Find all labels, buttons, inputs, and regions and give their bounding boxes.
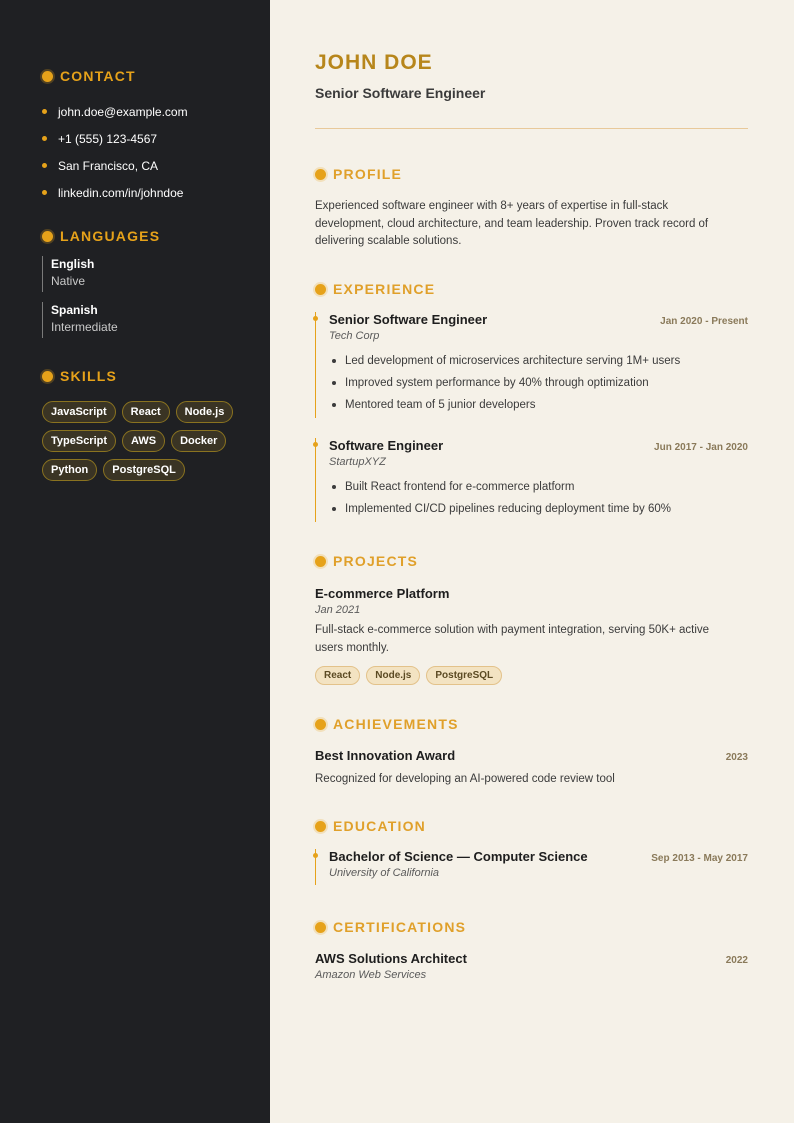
language-item xyxy=(42,302,242,338)
timeline-dot-icon xyxy=(313,853,318,858)
skills-heading xyxy=(42,366,242,386)
achievement-title: Best Innovation Award xyxy=(315,748,456,763)
candidate-role: Senior Software Engineer xyxy=(315,85,486,101)
achievements-heading-label: ACHIEVEMENTS xyxy=(333,716,459,732)
education-item xyxy=(315,849,748,885)
section-dot-icon xyxy=(42,371,53,382)
job-bullet: Led development of microservices architecture serving 1M+ users xyxy=(329,350,748,372)
section-dot-icon xyxy=(42,231,53,242)
job-date: Jan 2020 - Present xyxy=(660,316,748,327)
certifications-heading xyxy=(315,918,466,936)
section-dot-icon xyxy=(42,71,53,82)
contact-section xyxy=(42,66,242,206)
contact-list xyxy=(42,98,242,206)
skill-tag: JavaScript xyxy=(42,401,116,423)
language-name: English xyxy=(51,257,95,271)
skill-tag: AWS xyxy=(122,430,165,452)
job-bullet: Mentored team of 5 junior developers xyxy=(329,394,748,416)
contact-heading xyxy=(42,66,242,86)
bullet-icon xyxy=(42,190,47,195)
experience-item xyxy=(315,312,748,418)
skills-heading-label: SKILLS xyxy=(60,368,117,384)
job-bullets xyxy=(329,476,748,520)
job-bullet: Improved system performance by 40% through optimization xyxy=(329,372,748,394)
certification-title: AWS Solutions Architect xyxy=(315,951,467,966)
experience-heading-label: EXPERIENCE xyxy=(333,281,436,297)
skill-tag: TypeScript xyxy=(42,430,116,452)
skills-list xyxy=(42,401,242,488)
achievements-heading xyxy=(315,715,459,733)
language-name: Spanish xyxy=(51,303,98,317)
contact-linkedin-text: linkedin.com/in/johndoe xyxy=(58,185,184,200)
tech-tag: React xyxy=(315,666,360,685)
certification-issuer: Amazon Web Services xyxy=(315,969,427,981)
project-tech-list xyxy=(315,666,748,685)
bullet-icon xyxy=(42,163,47,168)
contact-email-text: john.doe@example.com xyxy=(58,104,188,119)
timeline-dot-icon xyxy=(313,316,318,321)
project-date: Jan 2021 xyxy=(315,604,361,616)
education-heading-label: EDUCATION xyxy=(333,818,426,834)
language-item xyxy=(42,256,242,292)
skills-section xyxy=(42,366,242,488)
job-bullets xyxy=(329,350,748,416)
achievement-description: Recognized for developing an AI-powered code review tool xyxy=(315,773,615,785)
languages-heading-label: LANGUAGES xyxy=(60,228,161,244)
section-dot-icon xyxy=(315,719,326,730)
header-divider xyxy=(315,128,748,129)
profile-heading xyxy=(315,165,402,183)
job-company: StartupXYZ xyxy=(329,456,386,468)
job-bullet: Built React frontend for e-commerce platform xyxy=(329,476,748,498)
school-name: University of California xyxy=(329,867,440,879)
languages-heading xyxy=(42,226,242,246)
language-level: Intermediate xyxy=(51,320,118,334)
skill-tag: Python xyxy=(42,459,97,481)
education-date: Sep 2013 - May 2017 xyxy=(651,853,748,864)
contact-heading-label: CONTACT xyxy=(60,68,136,84)
section-dot-icon xyxy=(315,821,326,832)
job-bullet: Implemented CI/CD pipelines reducing deployment time by 60% xyxy=(329,498,748,520)
sidebar xyxy=(0,0,270,1123)
achievement-year: 2023 xyxy=(725,752,748,763)
experience-item xyxy=(315,438,748,522)
section-dot-icon xyxy=(315,169,326,180)
project-item xyxy=(315,586,748,685)
contact-email[interactable] xyxy=(42,98,242,125)
section-dot-icon xyxy=(315,556,326,567)
job-title: Software Engineer xyxy=(329,438,444,453)
contact-phone-text: +1 (555) 123-4567 xyxy=(58,131,158,146)
tech-tag: Node.js xyxy=(366,666,420,685)
tech-tag: PostgreSQL xyxy=(426,666,502,685)
job-date: Jun 2017 - Jan 2020 xyxy=(654,442,748,453)
skill-tag: Docker xyxy=(171,430,226,452)
skill-tag: PostgreSQL xyxy=(103,459,185,481)
projects-heading-label: PROJECTS xyxy=(333,553,419,569)
job-title: Senior Software Engineer xyxy=(329,312,488,327)
contact-linkedin[interactable] xyxy=(42,179,242,206)
skill-tag: React xyxy=(122,401,170,423)
education-heading xyxy=(315,817,426,835)
projects-heading xyxy=(315,552,418,570)
bullet-icon xyxy=(42,109,47,114)
skill-tag: Node.js xyxy=(176,401,234,423)
candidate-name: JOHN DOE xyxy=(315,51,433,74)
languages-section xyxy=(42,226,242,338)
contact-location-text: San Francisco, CA xyxy=(58,158,159,173)
experience-heading xyxy=(315,280,435,298)
achievement-item xyxy=(315,748,748,789)
project-description: Full-stack e-commerce solution with payment integration, serving 50K+ active users monthly. xyxy=(315,624,710,654)
profile-summary: Experienced software engineer with 8+ years of expertise in full-stack development, cloud architecture, and team leadership. Proven track record of delivering scalable solutions. xyxy=(315,200,709,247)
project-title: E-commerce Platform xyxy=(315,586,450,601)
certification-item xyxy=(315,951,748,981)
certifications-heading-label: CERTIFICATIONS xyxy=(333,919,467,935)
section-dot-icon xyxy=(315,922,326,933)
profile-heading-label: PROFILE xyxy=(333,166,403,182)
certification-year: 2022 xyxy=(725,955,748,966)
contact-location xyxy=(42,152,242,179)
job-company: Tech Corp xyxy=(329,330,380,342)
timeline-dot-icon xyxy=(313,442,318,447)
section-dot-icon xyxy=(315,284,326,295)
language-level: Native xyxy=(51,274,86,288)
contact-phone[interactable] xyxy=(42,125,242,152)
degree-title: Bachelor of Science — Computer Science xyxy=(329,849,588,864)
bullet-icon xyxy=(42,136,47,141)
